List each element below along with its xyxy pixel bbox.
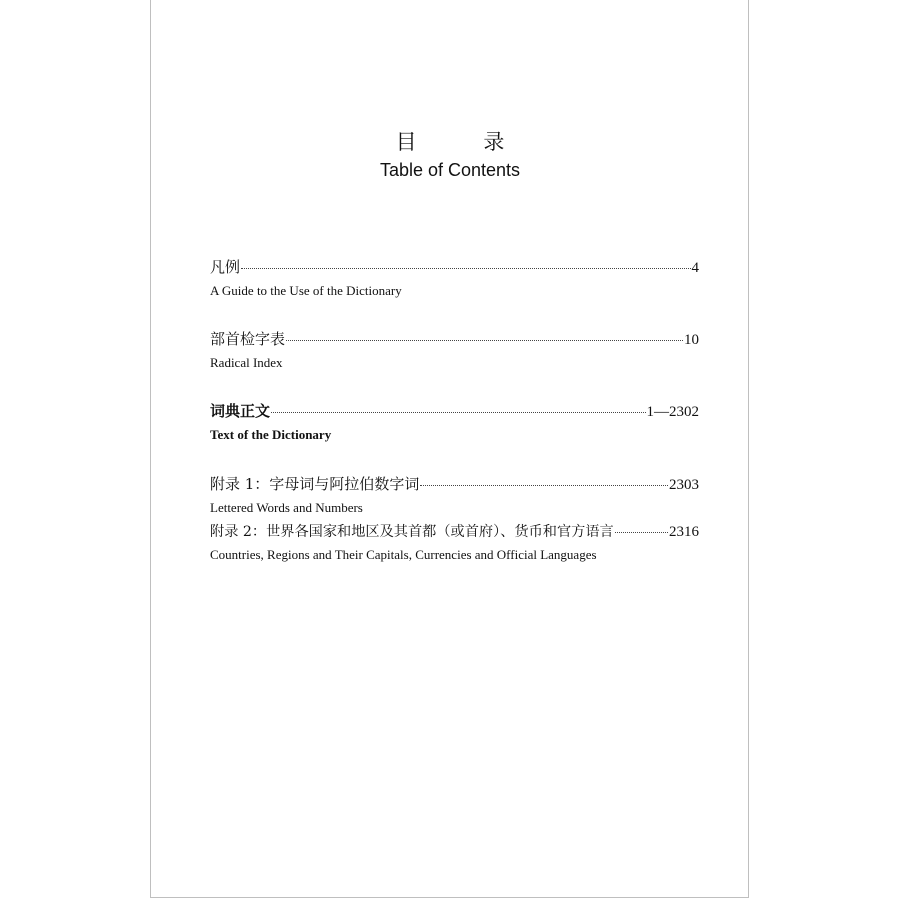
toc-entry-line [210, 473, 699, 494]
toc-entry-title-cn: 附录 1：字母词与阿拉伯数字词 [210, 475, 420, 493]
toc-entry-appendix-1[interactable] [210, 473, 699, 516]
toc-entry-title-en: Lettered Words and Numbers [210, 500, 363, 515]
toc-entry-radical-index[interactable] [210, 328, 699, 371]
toc-entry-line [210, 521, 699, 541]
toc-entry-title-en: A Guide to the Use of the Dictionary [210, 283, 402, 298]
dot-leader [241, 267, 690, 269]
dot-leader [420, 484, 668, 486]
toc-entry-line [210, 328, 699, 349]
toc-entry-title-en: Radical Index [210, 355, 283, 370]
dot-leader [271, 411, 645, 413]
toc-entry-main-text[interactable] [210, 400, 699, 443]
toc-entry-page: 2316 [669, 524, 699, 540]
toc-entry-page: 10 [684, 332, 699, 348]
toc-entry-title-cn: 词典正文 [210, 402, 271, 420]
toc-entry-appendix-2[interactable] [210, 521, 699, 563]
toc-entry-title-en: Text of the Dictionary [210, 427, 332, 442]
toc-entry-guide[interactable] [210, 256, 699, 299]
toc-entry-title-cn: 附录 2：世界各国家和地区及其首都（或首府）、货币和官方语言 [210, 524, 614, 540]
toc-entry-page: 1—2302 [646, 404, 699, 420]
toc-entry-title-en: Countries, Regions and Their Capitals, Currencies and Official Languages [210, 547, 597, 562]
toc-entry-page: 4 [691, 260, 699, 276]
toc-entry-line [210, 256, 699, 277]
toc-entry-page: 2303 [669, 477, 699, 493]
toc-entry-line [210, 400, 699, 421]
page-title-chinese: 目 录 [395, 130, 535, 154]
page-title-english: Table of Contents [379, 160, 521, 180]
toc-entry-title-cn: 部首检字表 [210, 330, 286, 348]
dot-leader [286, 339, 683, 341]
dot-leader [615, 531, 668, 533]
toc-entry-title-cn: 凡例 [210, 258, 241, 276]
